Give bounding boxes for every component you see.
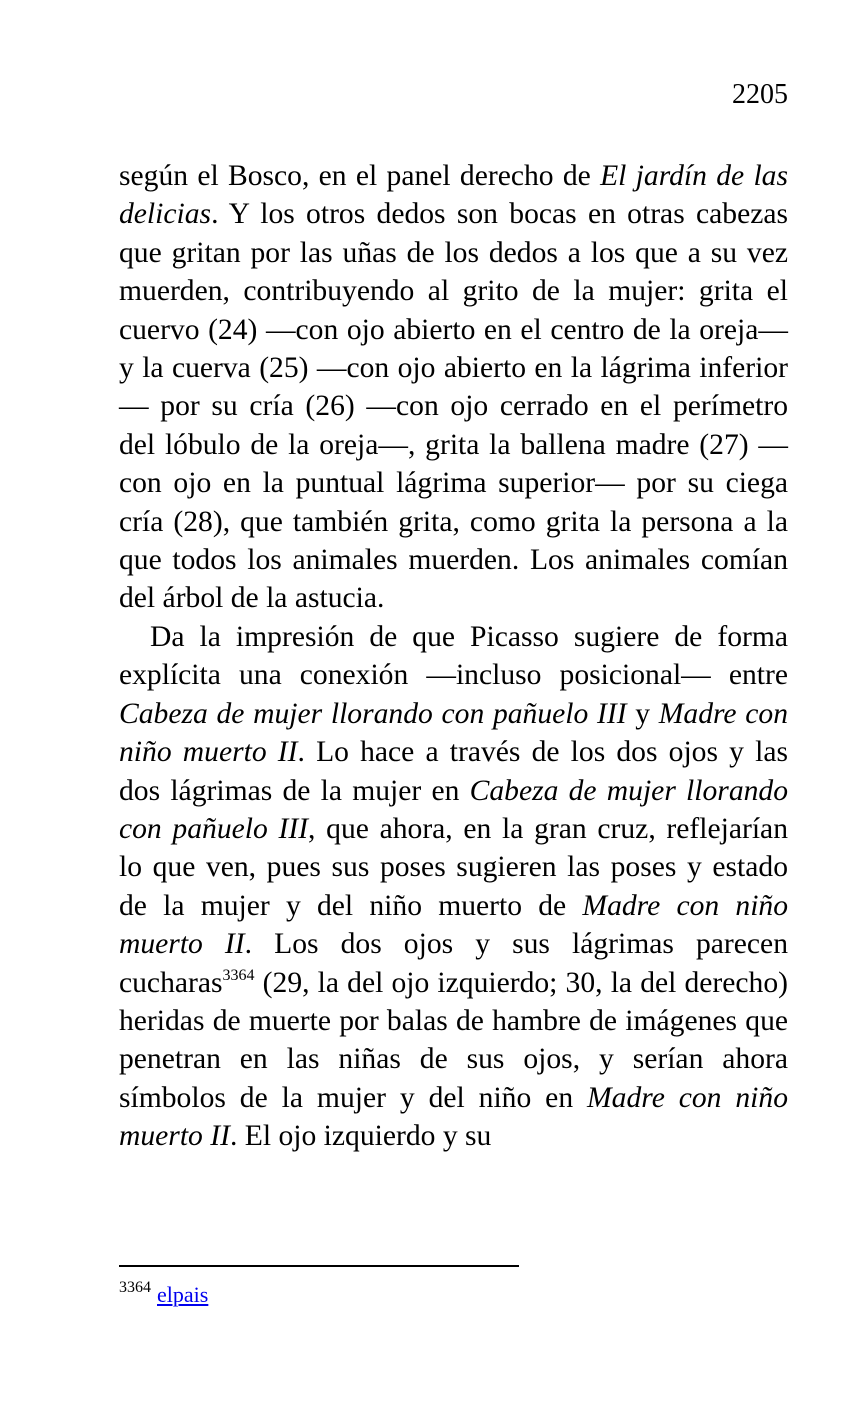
paragraph <box>119 157 788 618</box>
paragraph <box>119 618 788 1156</box>
text-run: según el Bosco, en el panel derecho de <box>119 160 601 192</box>
artwork-title: Madre con niño muerto II <box>119 889 789 961</box>
text-run: . El ojo izquierdo y su <box>229 1120 492 1153</box>
footnote-number: 3364 <box>119 1279 151 1296</box>
artwork-title: Madre con niño muerto II <box>119 697 788 769</box>
body-text <box>119 157 788 1156</box>
artwork-title: Cabeza de mujer llorando con pañuelo III <box>119 774 789 845</box>
text-run: Da la impresión de que Picasso sugiere de forma explícita una conexión —incluso posicional— entre <box>119 620 788 692</box>
text-run: . Lo hace a través de los dos ojos y las dos lágrimas de la mujer en <box>119 736 788 807</box>
footnote-link[interactable]: elpais <box>157 1282 209 1307</box>
footnote-divider <box>119 1265 519 1267</box>
footnote-reference[interactable]: 3364 <box>222 966 255 984</box>
text-run: , que ahora, en la gran cruz, reflejarían lo que ven, pues sus poses sugieren las poses y estado de la mujer y del niño muerto de <box>119 812 788 922</box>
text-run: y <box>626 697 659 730</box>
footnote <box>119 1280 208 1310</box>
artwork-title: El jardín de las delicias <box>119 160 788 231</box>
page-number: 2205 <box>732 79 788 110</box>
text-run: (29, la del ojo izquierdo; 30, la del derecho) heridas de muerte por balas de hambre de imágenes que penetran en las niñas de sus ojos, y serían ahora símbolos de la mujer y del niño en <box>119 966 788 1114</box>
text-run: . Los dos ojos y sus lágrimas parecen cucharas <box>119 928 788 999</box>
artwork-title: Cabeza de mujer llorando con pañuelo III <box>119 697 627 730</box>
artwork-title: Madre con niño muerto II <box>119 1081 789 1153</box>
text-run: . Y los otros dedos son bocas en otras cabezas que gritan por las uñas de los dedos a los que a su vez muerden, contribuyendo al grito de la mujer: grita el cuervo (24) —con ojo abierto en el centro de la oreja— y la cuerva (25) —con ojo abierto en la lágrima inferior— por su cría (26) —con ojo cerrado en el perímetro del lóbulo de la oreja—, grita la ballena madre (27) —con ojo en la puntual lágrima superior— por su ciega cría (28), que también grita, como grita la persona a la que todos los animales muerden. Los animales comían del árbol de la astucia. <box>119 198 788 615</box>
